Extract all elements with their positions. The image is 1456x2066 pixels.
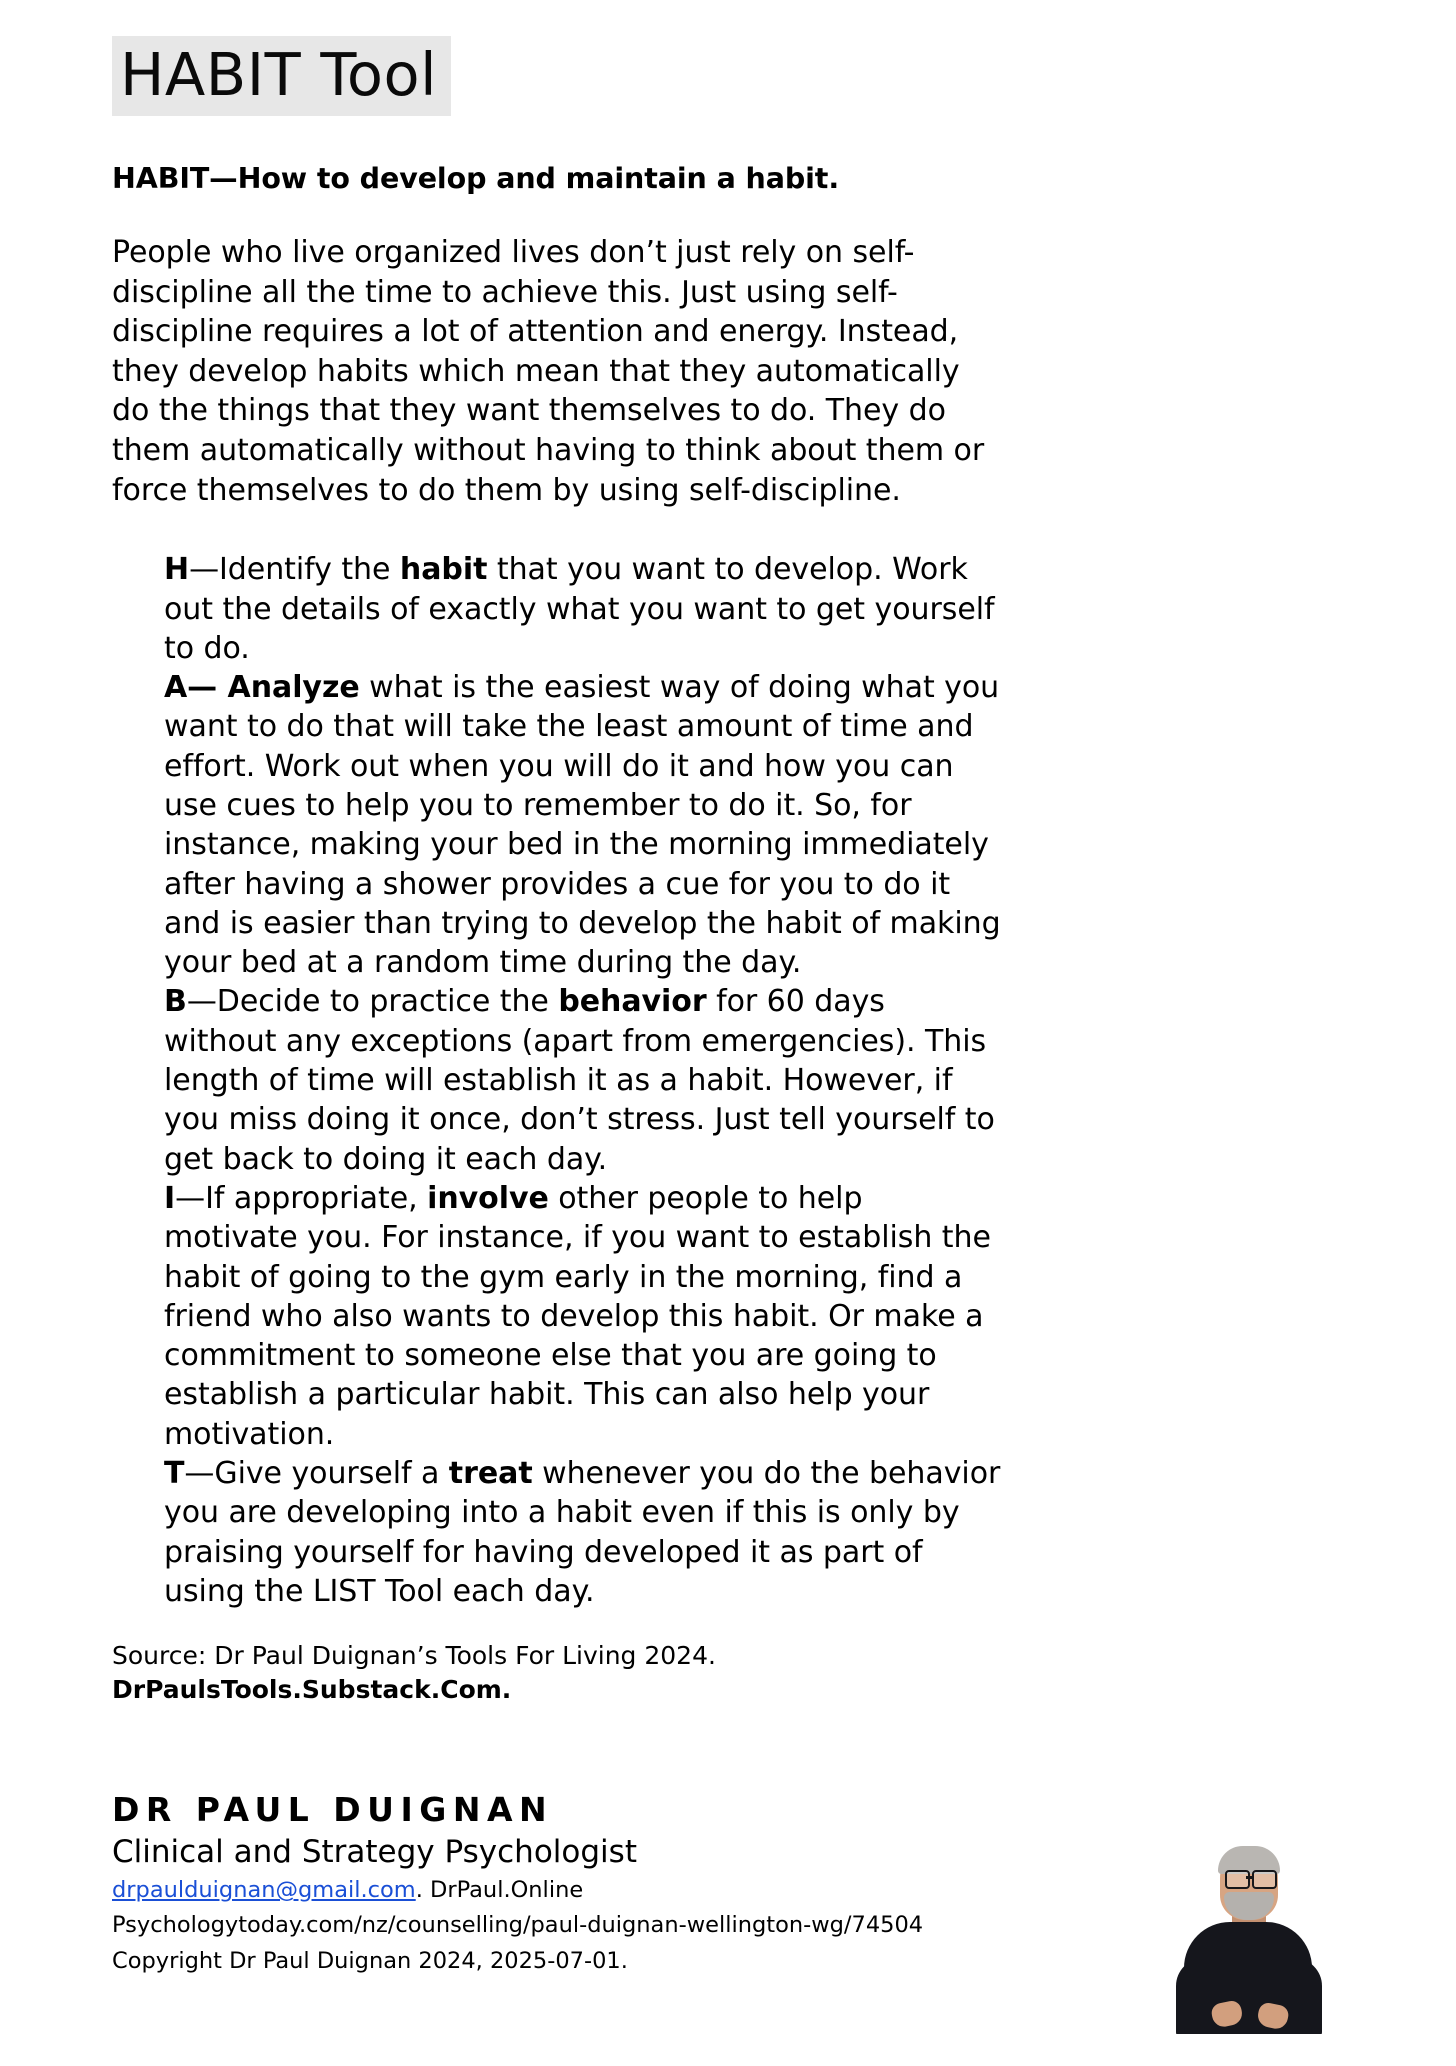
letter-keyword-i: involve [427,1180,549,1216]
letter-lead-a: — [187,670,228,706]
footer-author-name: DR PAUL DUIGNAN [112,1790,554,1829]
glasses-bridge-icon [1246,1876,1252,1879]
email-link[interactable]: drpaulduignan@gmail.com [112,1877,416,1904]
list-item-a [164,668,1002,982]
source-site: DrPaulsTools.Substack.Com. [112,1674,512,1704]
letter-lead-i: —If appropriate, [175,1180,428,1216]
list-item-b [164,982,1002,1178]
letter-keyword-h: habit [399,552,488,588]
letter-keyword-t: treat [448,1456,533,1492]
letter-mark-b: B [164,984,187,1020]
letter-lead-b: —Decide to practice the [186,984,559,1020]
document-body [112,160,1002,1707]
page-title-container [112,36,451,116]
source-text: Source: Dr Paul Duignan’s Tools For Living 2024. [112,1641,716,1671]
habit-letters-list [112,550,1002,1611]
letter-keyword-b: behavior [558,984,707,1020]
section-subtitle: HABIT—How to develop and maintain a habit. [112,162,840,195]
footer-contact-line [112,1875,1112,1906]
page-title: HABIT Tool [112,36,451,116]
letter-rest-h: that you want to develop. Work out the details of exactly what you want to get yourself to do. [164,552,995,666]
letter-lead-h: —Identify the [189,552,400,588]
footer-block [112,1790,1112,1977]
letter-rest-i: other people to help motivate you. For instance, if you want to establish the habit of going to the gym early in the morning, find a friend who also wants to develop this habit. Or make a commitment to someone else that you are going to establish a particular habit. This can also help your motivation. [164,1180,991,1452]
glasses-lens-left-icon [1225,1870,1250,1889]
source-line [112,1639,1002,1707]
portrait-torso [1184,1922,1312,2034]
footer-website: . DrPaul.Online [415,1877,584,1904]
list-item-t [164,1454,1002,1611]
letter-mark-i: I [164,1180,176,1216]
list-item-h [164,550,1002,668]
footer-author-role: Clinical and Strategy Psychologist [112,1833,637,1870]
letter-rest-a: what is the easiest way of doing what you want to do that will take the least amount of time and effort. Work out when you will do it and how you can use cues to help you to remember to do it. So, for instance, making your bed in the morning immediately after having a shower provides a cue for you to do it and is easier than trying to develop the habit of making your bed at a random time during the day. [164,670,1001,981]
portrait-photo [1172,1826,1324,2034]
intro-paragraph: People who live organized lives don’t just rely on self-discipline all the time to achieve this. Just using self-discipline requires a lot of attention and energy. Instead, they develop habits which mean that they automatically do the things that they want themselves to do. They do them automatically without having to think about them or force themselves to do them by using self-discipline. [112,235,985,508]
letter-lead-t: —Give yourself a [184,1456,449,1492]
glasses-lens-right-icon [1252,1870,1277,1889]
footer-profile-url: Psychologytoday.com/nz/counselling/paul-duignan-wellington-wg/74504 [112,1912,924,1939]
list-item-i [164,1179,1002,1454]
letter-rest-t: whenever you do the behavior you are developing into a habit even if this is only by praising yourself for having developed it as part of using the LIST Tool each day. [164,1456,1001,1609]
letter-keyword-a: Analyze [227,670,360,706]
footer-copyright: Copyright Dr Paul Duignan 2024, 2025-07-01. [112,1947,628,1974]
letter-mark-t: T [164,1456,185,1492]
letter-mark-a: A [164,670,188,706]
letter-mark-h: H [164,552,190,588]
letter-rest-b: for 60 days without any exceptions (apart from emergencies). This length of time will establish it as a habit. However, if you miss doing it once, don’t stress. Just tell yourself to get back to doing it each day. [164,984,995,1177]
